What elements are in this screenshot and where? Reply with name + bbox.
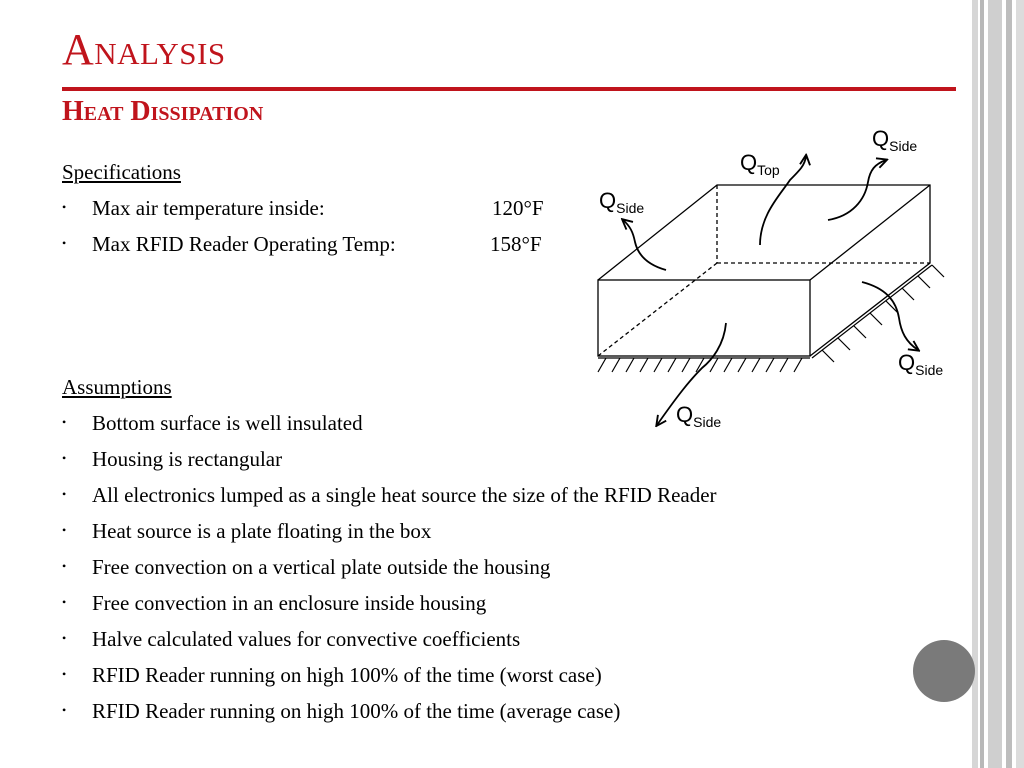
assumption-text: RFID Reader running on high 100% of the time (average case) (92, 699, 621, 723)
assumption-text: Housing is rectangular (92, 447, 283, 471)
q-side-right-label: $Q_{Side}$ (898, 350, 944, 378)
box-outline (598, 185, 930, 356)
specifications-heading: Specifications (62, 160, 181, 184)
title-underline (62, 87, 956, 91)
bullet-icon: • (62, 415, 67, 429)
spec-label: Max air temperature inside: (92, 196, 325, 220)
assumptions-heading: Assumptions (62, 375, 172, 399)
bullet-icon: • (62, 200, 67, 214)
bullet-icon: • (62, 236, 67, 250)
decorative-side-bars (972, 0, 1024, 768)
arrow-side-upper-icon (828, 160, 886, 220)
bullet-icon: • (62, 487, 67, 501)
heat-dissipation-diagram (590, 120, 970, 440)
bullet-icon: • (62, 595, 67, 609)
bullet-icon: • (62, 703, 67, 717)
assumption-text: Free convection in an enclosure inside housing (92, 591, 487, 615)
arrow-side-left-icon (623, 220, 666, 270)
slide-subtitle: Heat Dissipation (62, 96, 264, 127)
arrow-side-right-icon (862, 282, 918, 350)
bullet-icon: • (62, 559, 67, 573)
assumption-text: Free convection on a vertical plate outside the housing (92, 555, 551, 579)
spec-label: Max RFID Reader Operating Temp: (92, 232, 396, 256)
bullet-icon: • (62, 667, 67, 681)
spec-value: 158°F (490, 232, 542, 256)
slide-nav-circle-button[interactable] (913, 640, 975, 702)
assumption-text: All electronics lumped as a single heat source the size of the RFID Reader (92, 483, 717, 507)
assumption-text: RFID Reader running on high 100% of the time (worst case) (92, 663, 602, 687)
q-side-upper-label: $Q_{Side}$ (872, 126, 918, 154)
slide-title: Analysis (62, 25, 226, 74)
q-top-label: $Q_{Top}$ (740, 150, 780, 178)
bullet-icon: • (62, 631, 67, 645)
assumption-text: Heat source is a plate floating in the box (92, 519, 432, 543)
assumption-text: Halve calculated values for convective coefficients (92, 627, 521, 651)
bullet-icon: • (62, 523, 67, 537)
bullet-icon: • (62, 451, 67, 465)
spec-value: 120°F (492, 196, 544, 220)
heat-flow-arrows (623, 156, 918, 425)
q-side-left-label: $Q_{Side}$ (599, 188, 645, 216)
q-side-bottom-label: $Q_{Side}$ (676, 402, 722, 430)
assumption-text: Bottom surface is well insulated (92, 411, 363, 435)
